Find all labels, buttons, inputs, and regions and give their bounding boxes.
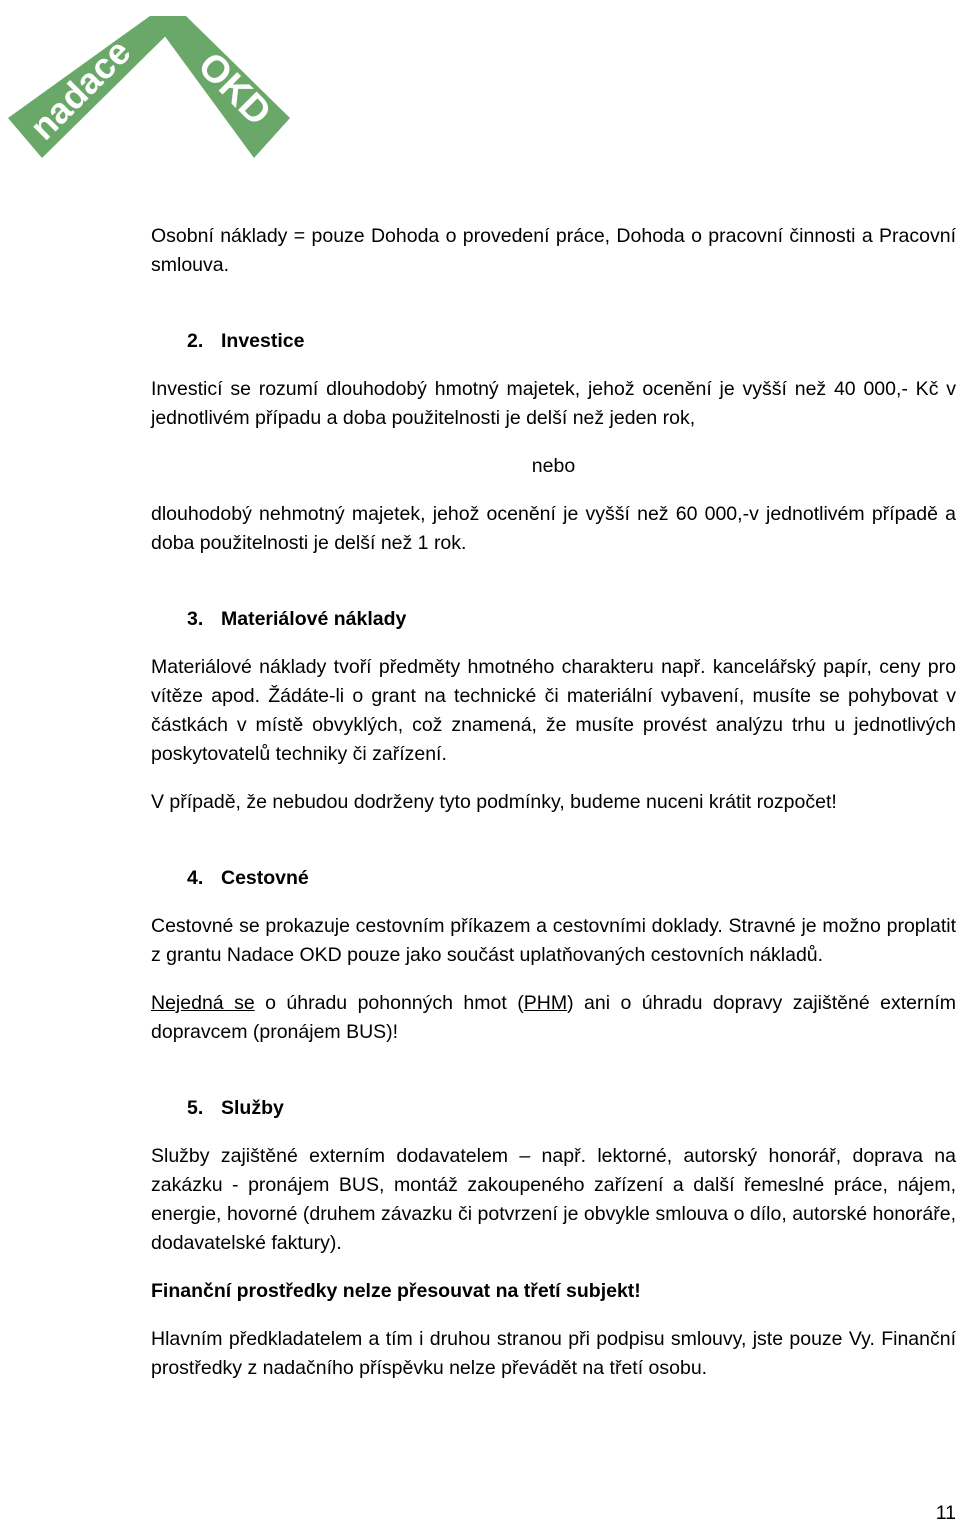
document-body: [151, 222, 956, 1383]
cestovne-paragraph-1: Cestovné se prokazuje cestovním příkazem a cestovními doklady. Stravné je možno proplatit z grantu Nadace OKD pouze jako součást uplatňovaných cestovních nákladů.: [151, 915, 956, 966]
section-number: 4.: [187, 867, 204, 889]
sluzby-paragraph-3: Hlavním předkladatelem a tím i druhou stranou při podpisu smlouvy, jste pouze Vy. Finanční prostředky z nadačního příspěvku nelze převádět na třetí osobu.: [151, 1328, 956, 1379]
intro-paragraph: Osobní náklady = pouze Dohoda o provedení práce, Dohoda o pracovní činnosti a Pracovní smlouva.: [151, 225, 956, 276]
investice-paragraph-2: dlouhodobý nehmotný majetek, jehož ocenění je vyšší než 60 000,-v jednotlivém případě a doba použitelnosti je delší než 1 rok.: [151, 503, 956, 554]
section-title: Cestovné: [221, 867, 309, 889]
section-number: 3.: [187, 608, 204, 630]
section-title: Materiálové náklady: [221, 608, 407, 630]
investice-paragraph-1: Investicí se rozumí dlouhodobý hmotný majetek, jehož ocenění je vyšší než 40 000,- Kč v jednotlivém případu a doba použitelnosti je delší než jeden rok,: [151, 378, 956, 429]
logo-text-okd: OKD: [189, 44, 280, 135]
section-number: 2.: [187, 330, 204, 352]
section-heading-materialove: [151, 605, 956, 634]
section-number: 5.: [187, 1097, 204, 1119]
abbreviation-phm: PHM: [523, 992, 568, 1014]
sluzby-warning: Finanční prostředky nelze přesouvat na třetí subjekt!: [151, 1280, 641, 1302]
page-number: 11: [935, 1502, 956, 1524]
sluzby-paragraph-1: Služby zajištěné externím dodavatelem – např. lektorné, autorský honorář, doprava na zakázku - pronájem BUS, montáž zakoupeného zařízení a další řemeslné práce, nájem, energie, hovorné (druhem závazku či potvrzení je obvykle smlouva o dílo, autorské honoráře, dodavatelské faktury).: [151, 1145, 956, 1254]
nadace-okd-logo: [0, 0, 300, 175]
text-fragment: o úhradu pohonných hmot (: [254, 992, 524, 1014]
cestovne-paragraph-2: [151, 989, 956, 1047]
section-heading-cestovne: [151, 864, 956, 893]
materialove-paragraph-2: V případě, že nebudou dodrženy tyto podmínky, budeme nuceni krátit rozpočet!: [151, 791, 837, 813]
section-heading-sluzby: [151, 1094, 956, 1123]
section-title: Služby: [221, 1097, 284, 1119]
section-title: Investice: [221, 330, 305, 352]
investice-or: nebo: [531, 455, 576, 477]
underlined-phrase: Nejedná se: [151, 992, 255, 1014]
text-fragment: ) ani o úhradu dopravy zajištěné externím dopravcem (pronájem BUS)!: [151, 992, 957, 1043]
materialove-paragraph-1: Materiálové náklady tvoří předměty hmotného charakteru např. kancelářský papír, ceny pro vítěze apod. Žádáte-li o grant na technické či materiální vybavení, musíte se pohybovat v částkách v místě obvyklých, což znamená, že musíte provést analýzu trhu u jednotlivých poskytovatelů techniky či zařízení.: [151, 656, 956, 765]
section-heading-investice: [151, 327, 956, 356]
logo-text-nadace: nadace: [21, 30, 139, 148]
